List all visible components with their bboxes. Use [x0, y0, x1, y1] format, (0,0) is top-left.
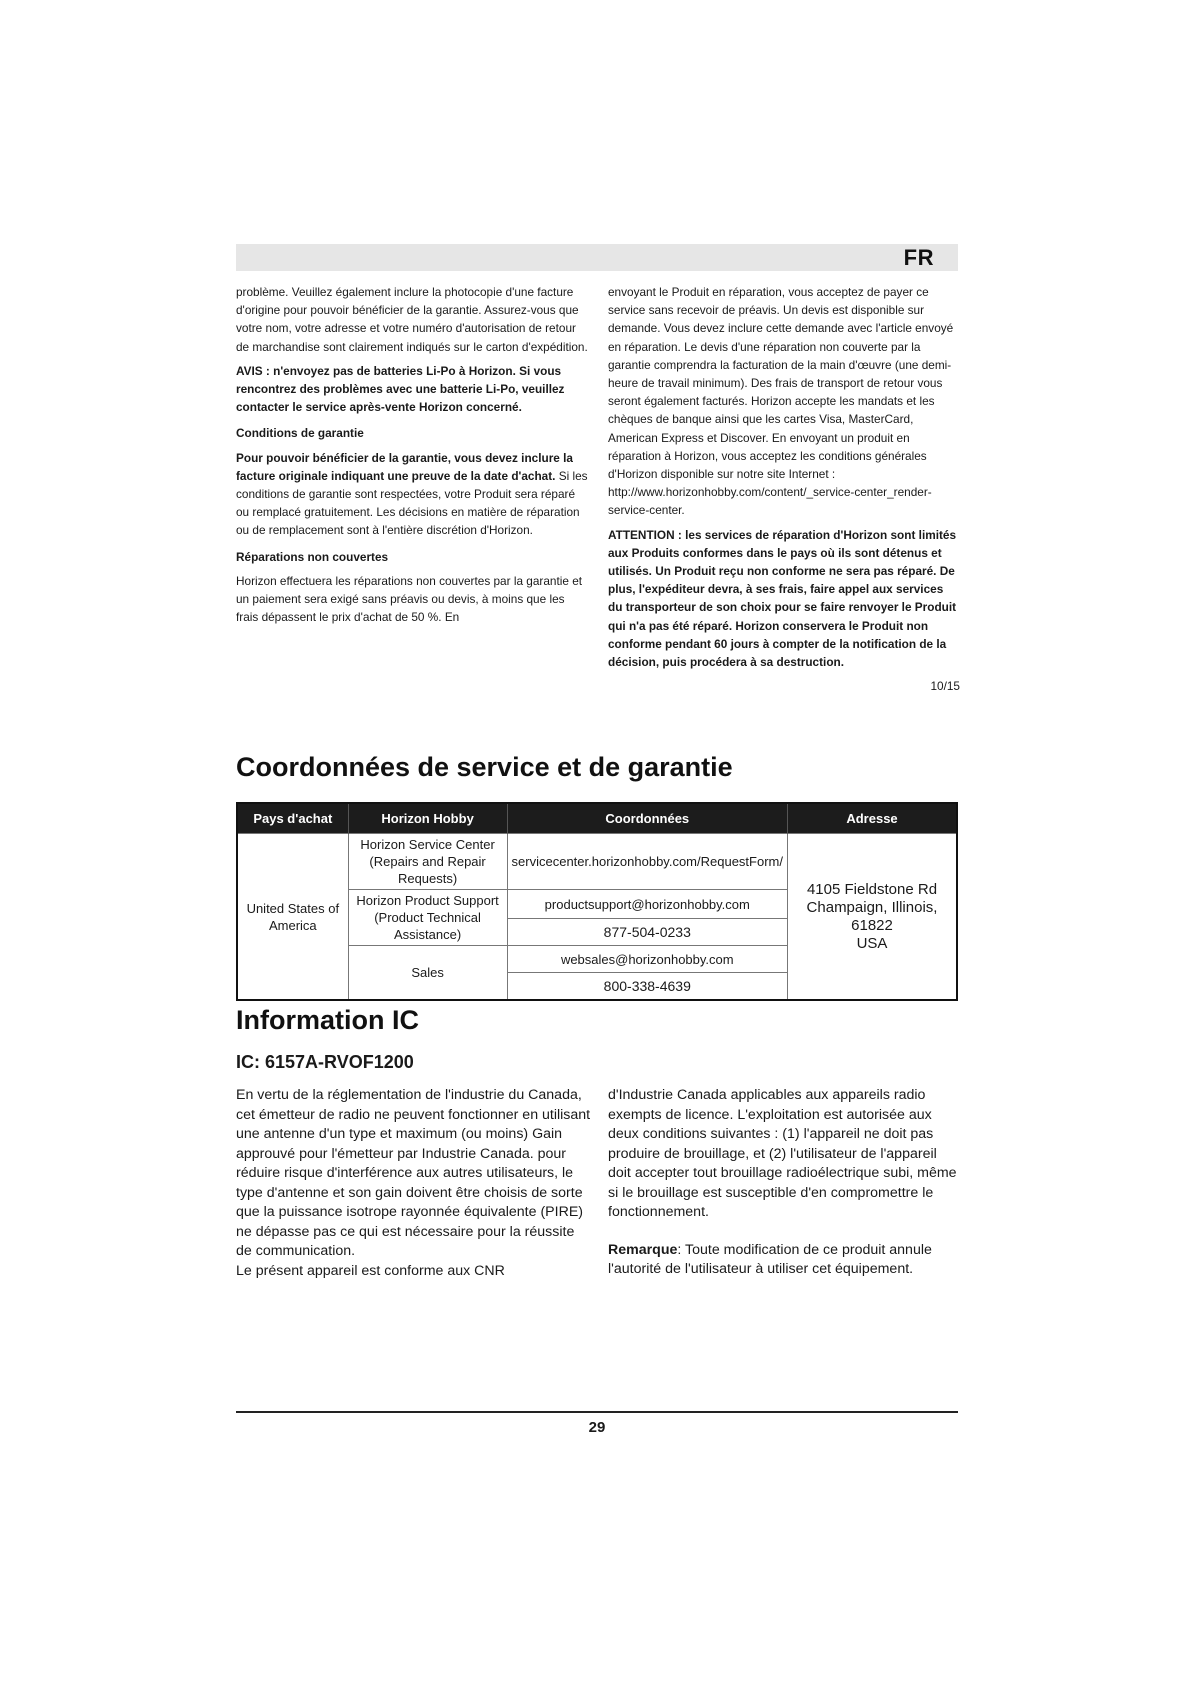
- header-horizon-hobby: Horizon Hobby: [348, 803, 507, 834]
- department-cell: Sales: [348, 946, 507, 1001]
- repair-payment-paragraph: envoyant le Produit en réparation, vous acceptez de payer ce service sans recevoir de préavis. Un devis est disponible sur demande. Vous devez inclure cette demande avec l'article envoyé en réparation. Le devis d'une réparation non couverte par la garantie comprendra la facturation de la main d'œuvre (une demi-heure de travail minimum). Des frais de transport de retour vous seront également facturés. Horizon accepte les mandats et les chèques de banque ainsi que les cartes Visa, MasterCard, American Express et Discover. En envoyant un produit en réparation à Horizon, vous acceptez les conditions générales d'Horizon disponible sur notre site Internet : http://www.horizonhobby.com/content/_service-center_render-service-center.: [608, 285, 954, 518]
- department-cell: Horizon Product Support (Product Technical Assistance): [348, 890, 507, 946]
- warranty-paragraph: problème. Veuillez également inclure la photocopie d'une facture d'origine pour pouvoir bénéficier de la garantie. Assurez-vous que votre nom, votre adresse et votre numéro d'autorisation de retour de marchandise sont clairement indiqués sur le carton d'expédition.: [236, 285, 588, 354]
- remark-text: : Toute modification de ce produit annule l'autorité de l'utilisateur à utiliser cet équipement.: [608, 1241, 932, 1277]
- contact-email[interactable]: productsupport@horizonhobby.com: [507, 890, 787, 919]
- address-cell: [788, 834, 958, 1001]
- ic-regulation-paragraph: En vertu de la réglementation de l'industrie du Canada, cet émetteur de radio ne peuvent fonctionner en utilisant une antenne d'un type et maximum (ou moins) Gain approuvé pour l'émetteur par Industrie Canada. pour réduire risque d'interférence aux autres utilisateurs, le type d'antenne et son gain doivent être choisis de sorte que la puissance isotrope rayonnée équivalente (PIRE) ne dépasse pas ce qui est nécessaire pour la réussite de communication.: [236, 1087, 591, 1259]
- table-header-row: [237, 803, 957, 834]
- contact-phone[interactable]: 800-338-4639: [507, 973, 787, 1001]
- non-covered-heading: Réparations non couvertes: [236, 549, 389, 564]
- warranty-left-column: [236, 283, 588, 632]
- address-street: 4105 Fieldstone Rd: [806, 880, 938, 898]
- contact-email[interactable]: websales@horizonhobby.com: [507, 946, 787, 973]
- ic-right-column: [608, 1086, 963, 1290]
- ic-left-column: [236, 1086, 591, 1291]
- ic-code: IC: 6157A-RVOF1200: [236, 1052, 414, 1072]
- address-country: USA: [856, 934, 888, 952]
- ic-compliance-paragraph: Le présent appareil est conforme aux CNR: [236, 1262, 505, 1279]
- service-contact-table: [236, 802, 958, 1001]
- table-row: [237, 834, 957, 890]
- page-number: 29: [588, 1419, 606, 1436]
- lipo-notice: AVIS : n'envoyez pas de batteries Li-Po à Horizon. Si vous rencontrez des problèmes avec une batterie Li-Po, veuillez contacter le service après-vente Horizon concerné.: [236, 363, 565, 415]
- attention-notice: ATTENTION : les services de réparation d'Horizon sont limités aux Produits conformes dans le pays où ils sont détenus et utilisés. Un Produit reçu non conforme ne sera pas réparé. De plus, l'expéditeur devra, à ses frais, faire appel aux services du transporteur de son choix pour se faire renvoyer le Produit qui n'a pas été réparé. Horizon conservera le Produit non conforme pendant 60 jours à compter de la notification de la décision, puis procédera à sa destruction.: [608, 527, 957, 670]
- contact-phone[interactable]: 877-504-0233: [507, 919, 787, 946]
- address-city: Champaign, Illinois, 61822: [806, 898, 938, 934]
- header-country: Pays d'achat: [237, 803, 348, 834]
- ic-conditions-paragraph: d'Industrie Canada applicables aux appareils radio exempts de licence. L'exploitation est autorisée aux deux conditions suivantes : (1) l'appareil ne doit pas produire de brouillage, et (2) l'utilisateur de l'appareil doit accepter tout brouillage radioélectrique subi, même si le brouillage est susceptible d'en compromettre le fonctionnement.: [608, 1087, 957, 1220]
- remark-paragraph: [608, 1241, 963, 1280]
- language-header-bar: [236, 244, 958, 271]
- ic-section-title: Information IC: [236, 1005, 419, 1035]
- contact-link[interactable]: servicecenter.horizonhobby.com/RequestForm/: [507, 834, 787, 890]
- conditions-heading: Conditions de garantie: [236, 426, 364, 441]
- conditions-paragraph: [236, 449, 588, 540]
- department-cell: Horizon Service Center (Repairs and Repair Requests): [348, 834, 507, 890]
- language-tag: FR: [903, 245, 934, 270]
- footer-divider: [236, 1411, 958, 1413]
- header-address: Adresse: [788, 803, 958, 834]
- remark-label: Remarque: [608, 1241, 678, 1258]
- conditions-bold-text: Pour pouvoir bénéficier de la garantie, vous devez inclure la facture originale indiquant une preuve de la date d'achat.: [236, 450, 573, 483]
- revision-date: 10/15: [930, 679, 960, 694]
- header-contact: Coordonnées: [507, 803, 787, 834]
- conditions-text: Si les conditions de garantie sont respectées, votre Produit sera réparé ou remplacé gratuitement. Les décisions en matière de réparation ou de remplacement sont à l'entière discrétion d'Horizon.: [236, 468, 588, 538]
- country-cell: United States of America: [237, 834, 348, 1001]
- non-covered-paragraph: Horizon effectuera les réparations non couvertes par la garantie et un paiement sera exigé sans préavis ou devis, à moins que les frais dépassent le prix d'achat de 50 %. En: [236, 573, 583, 625]
- warranty-right-column: [608, 283, 960, 695]
- service-section-title: Coordonnées de service et de garantie: [236, 752, 733, 782]
